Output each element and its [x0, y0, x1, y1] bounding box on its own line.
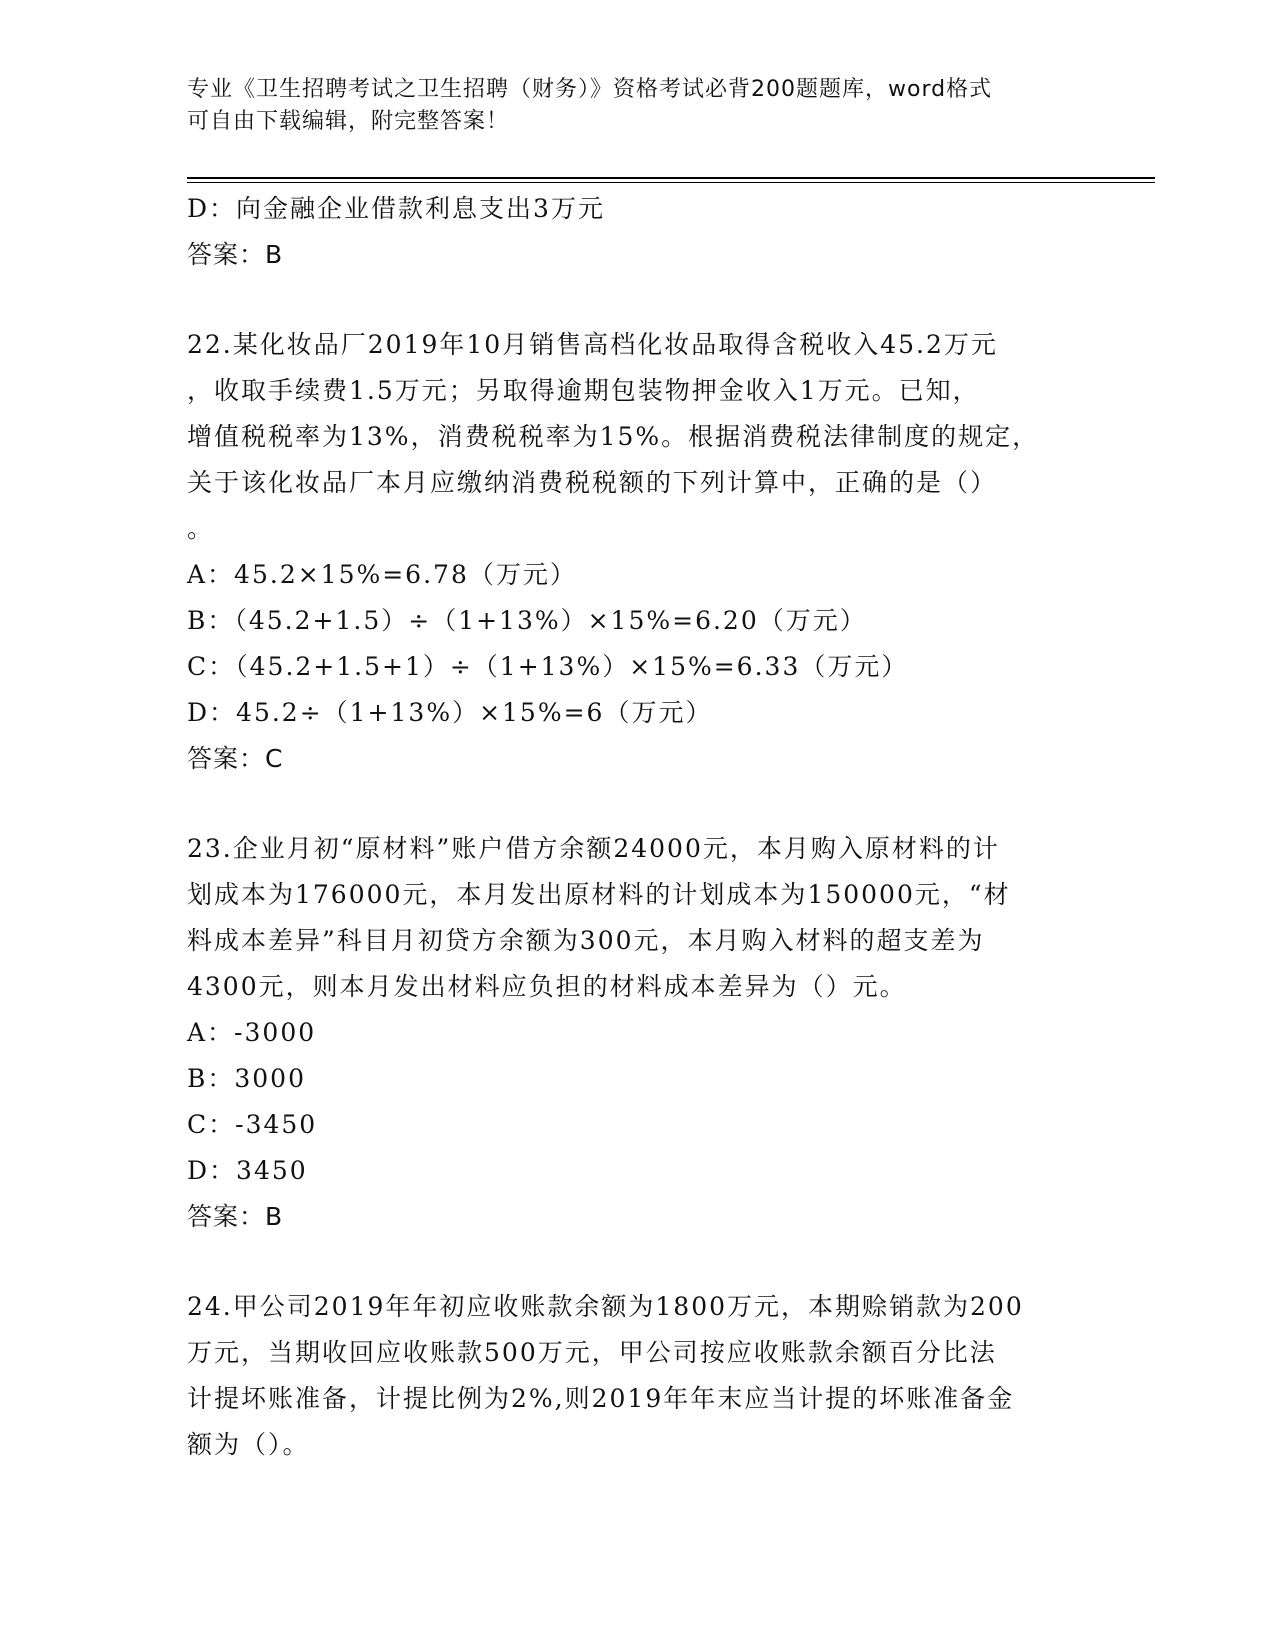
spacer: [187, 1240, 1087, 1284]
option-d: D：45.2÷（1+13%）×15%=6（万元）: [187, 698, 713, 727]
question-text-line: 万元，当期收回应收账款500万元，甲公司按应收账款余额百分比法: [187, 1338, 997, 1367]
spacer: [187, 278, 1087, 322]
question-24: [187, 1284, 1087, 1468]
question-text-line: 额为（）。: [187, 1430, 310, 1459]
header-rule-thin: [187, 182, 1155, 183]
document-body: [187, 186, 1087, 1468]
question-text-line: ，收取手续费1.5万元；另取得逾期包装物押金收入1万元。已知，: [187, 376, 980, 405]
option-c: C：-3450: [187, 1110, 318, 1139]
spacer: [187, 782, 1087, 826]
question-text-line: 。: [187, 514, 215, 543]
header-line-1: 专业《卫生招聘考试之卫生招聘（财务）》资格考试必背200题题库，word格式: [187, 77, 993, 102]
question-21-tail: [187, 186, 1087, 278]
option-a: A：-3000: [187, 1018, 317, 1047]
question-text-line: 23.企业月初“原材料”账户借方余额24000元，本月购入原材料的计: [187, 834, 1000, 863]
option-d: D：3450: [187, 1156, 308, 1185]
answer: 答案：C: [187, 744, 284, 773]
question-23: [187, 826, 1087, 1240]
document-header: [187, 74, 1087, 138]
question-text-line: 划成本为176000元，本月发出原材料的计划成本为150000元，“材: [187, 880, 1011, 909]
answer: 答案：B: [187, 1202, 284, 1231]
question-text-line: 4300元，则本月发出材料应负担的材料成本差异为（）元。: [187, 972, 907, 1001]
option-c: C：（45.2+1.5+1）÷（1+13%）×15%=6.33（万元）: [187, 652, 909, 681]
option-b: B：（45.2+1.5）÷（1+13%）×15%=6.20（万元）: [187, 606, 867, 635]
question-text-line: 关于该化妆品厂本月应缴纳消费税税额的下列计算中，正确的是（）: [187, 468, 998, 497]
question-text-line: 24.甲公司2019年年初应收账款余额为1800万元，本期赊销款为200: [187, 1292, 1024, 1321]
option-a: A：45.2×15%=6.78（万元）: [187, 560, 577, 589]
question-text-line: 增值税税率为13%，消费税税率为15%。根据消费税法律制度的规定，: [187, 422, 1040, 451]
option-b: B：3000: [187, 1064, 306, 1093]
question-text-line: 22.某化妆品厂2019年10月销售高档化妆品取得含税收入45.2万元: [187, 330, 998, 359]
answer: 答案：B: [187, 240, 284, 269]
header-line-2: 可自由下载编辑，附完整答案！: [187, 109, 510, 134]
header-rule-thick: [187, 177, 1155, 179]
question-text-line: 料成本差异”科目月初贷方余额为300元，本月购入材料的超支差为: [187, 926, 985, 955]
question-22: [187, 322, 1087, 782]
option-d: D：向金融企业借款利息支出3万元: [187, 194, 605, 223]
question-text-line: 计提坏账准备，计提比例为2%,则2019年年末应当计提的坏账准备金: [187, 1384, 1015, 1413]
